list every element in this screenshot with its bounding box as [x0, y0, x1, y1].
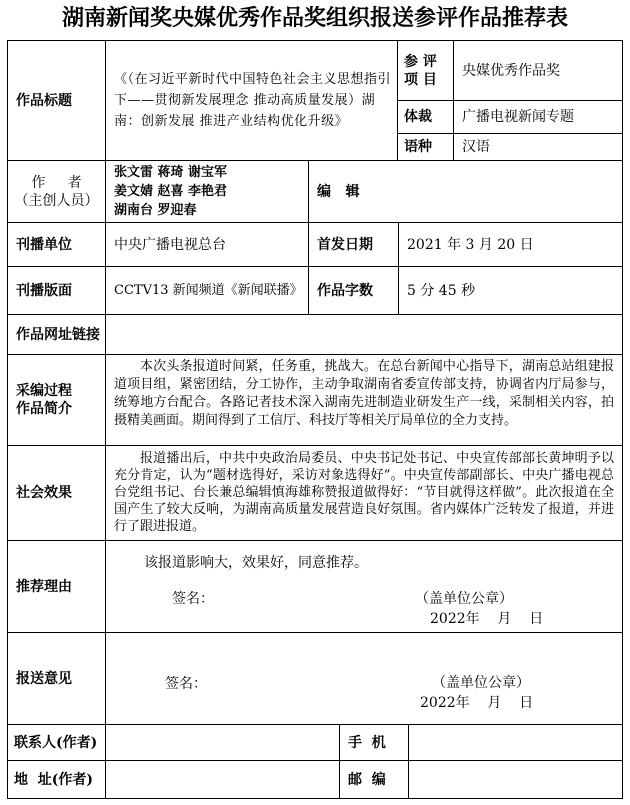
- value-contact: [106, 725, 339, 760]
- label-address: 地 址(作者): [14, 771, 93, 788]
- label-category: 参 评 项 目: [404, 53, 437, 88]
- value-phone: [409, 725, 622, 760]
- value-reason: 该报道影响大，效果好，同意推荐。: [144, 555, 368, 571]
- label-author: 作 者 （主创人员）: [14, 174, 99, 209]
- value-word-count: 5 分 45 秒: [407, 282, 476, 299]
- label-publisher: 刊播单位: [16, 236, 72, 253]
- value-category: 央媒优秀作品奖: [462, 62, 560, 79]
- value-intro: 本次头条报道时间紧，任务重，挑战大。在总台新闻中心指导下，湖南总站组建报道项目组，紧密团结，分工协作，主动争取湖南省委宣传部支持，协调省内厅局参与，统筹地方台配合。各路记者技术深入湖南先进制造业研发生产一线，采制相关内容，拍摄精美画面。期间得到了工信厅、科技厅等相关厅局单位的全力支持。: [114, 359, 614, 428]
- value-language: 汉语: [462, 139, 490, 155]
- label-first-date: 首发日期: [317, 236, 373, 253]
- value-genre: 广播电视新闻专题: [462, 109, 574, 125]
- label-reason: 推荐理由: [16, 578, 72, 595]
- value-author: 张文雷 蒋琦 谢宝军 姜文婧 赵喜 李艳君 湖南台 罗迎春: [114, 165, 228, 218]
- label-word-count: 作品字数: [317, 282, 373, 299]
- grid-line: [7, 798, 623, 799]
- label-effect: 社会效果: [16, 485, 72, 501]
- value-editor: [398, 161, 622, 222]
- value-layout: CCTV13 新闻频道《新闻联播》: [114, 282, 303, 298]
- value-url: [106, 315, 622, 354]
- reason-seal-note: （盖单位公章）: [415, 591, 513, 607]
- label-url: 作品网址链接: [16, 326, 100, 343]
- label-contact: 联系人(作者): [14, 734, 98, 751]
- label-phone: 手 机: [348, 734, 386, 751]
- reason-date: 2022年 月 日: [430, 611, 544, 627]
- grid-line: [622, 40, 623, 798]
- opinion-signature-label: 签名：: [165, 676, 207, 692]
- value-effect: 报道播出后，中共中央政治局委员、中央书记处书记、中央宣传部部长黄坤明予以充分肯定，认为“题材选得好，采访对象选得好”。中央宣传部副部长、中央广播电视总台党组书记、台长兼总编辑慎海雄称赞报道做得好：“节目就得这样做”。此次报道在全国产生了较大反响，为湖南高质量发展营造良好氛围。省内媒体广泛转发了报道，并进行了跟进报道。: [114, 451, 614, 534]
- value-address: [106, 761, 339, 798]
- label-opinion: 报送意见: [16, 670, 72, 687]
- value-first-date: 2021 年 3 月 20 日: [407, 236, 534, 253]
- value-publisher: 中央广播电视总台: [114, 236, 226, 253]
- label-editor: 编 辑: [317, 183, 360, 200]
- label-layout: 刊播版面: [16, 282, 72, 299]
- document-title: 湖南新闻奖央媒优秀作品奖组织报送参评作品推荐表: [61, 6, 568, 31]
- label-genre: 体裁: [404, 109, 432, 125]
- value-work-title: 《（在习近平新时代中国特色社会主义思想指引下——贯彻新发展理念 推动高质量发展）湖南：创新发展 推进产业结构优化升级》: [114, 72, 392, 129]
- reason-signature-label: 签名：: [172, 591, 214, 607]
- label-work-title: 作品标题: [16, 92, 72, 109]
- value-postcode: [409, 761, 622, 798]
- label-language: 语种: [404, 139, 432, 155]
- opinion-date: 2022年 月 日: [420, 695, 534, 711]
- opinion-seal-note: （盖单位公章）: [432, 675, 530, 691]
- label-postcode: 邮 编: [348, 771, 386, 788]
- label-intro: 采编过程 作品简介: [16, 383, 72, 417]
